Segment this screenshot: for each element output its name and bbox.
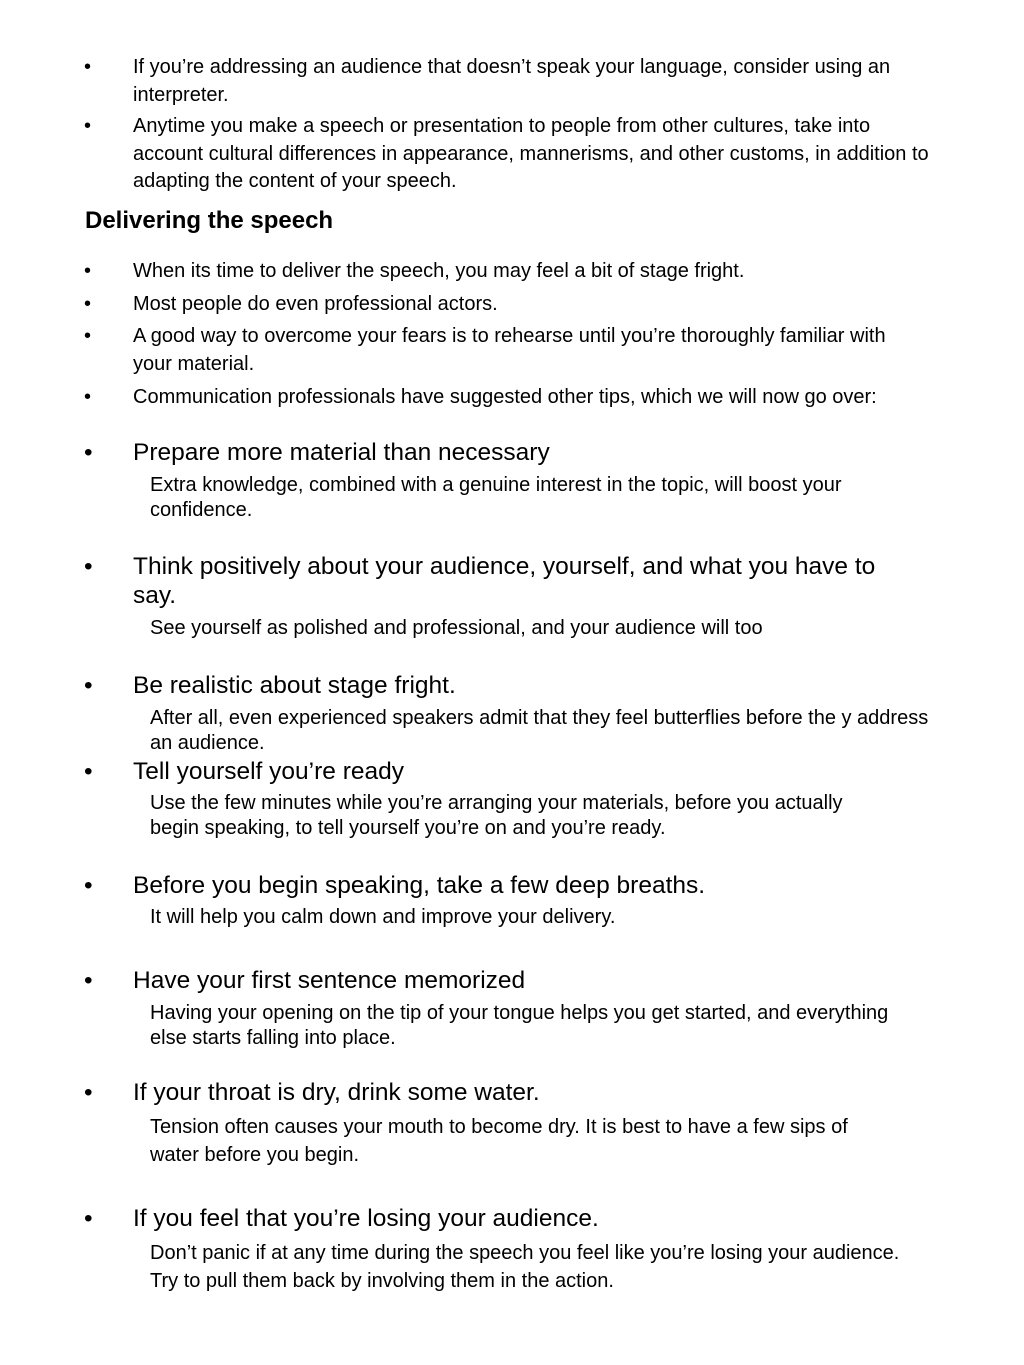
bullet-marker: • — [84, 293, 92, 315]
tip-detail: Use the few minutes while you’re arranging your materials, before you actually begin speaking, to tell yourself you’re on and you’re ready. — [150, 792, 843, 839]
tip-title: Be realistic about stage fright. — [133, 672, 456, 699]
intro-item-cultures: Anytime you make a speech or presentation to people from other cultures, take into account cultural differences in appearance, mannerisms, and other customs, in addition to adapting the content of your speech. — [133, 115, 929, 192]
bullet-marker: • — [84, 325, 92, 347]
tip-detail: Don’t panic if at any time during the speech you feel like you’re losing your audience. Try to pull them back by involving them in the action. — [150, 1242, 900, 1292]
tip-title: Tell yourself you’re ready — [133, 758, 404, 785]
intro-item-interpreter: If you’re addressing an audience that doesn’t speak your language, consider using an interpreter. — [133, 56, 891, 106]
delivery-item-tips-intro: Communication professionals have suggested other tips, which we will now go over: — [133, 386, 877, 408]
tip-title: If you feel that you’re losing your audience. — [133, 1205, 599, 1232]
tip-title: Think positively about your audience, yourself, and what you have to say. — [133, 553, 876, 609]
tip-detail: See yourself as polished and professional, and your audience will too — [150, 617, 763, 639]
tip-detail: After all, even experienced speakers admit that they feel butterflies before the y address an audience. — [150, 707, 929, 754]
tip-title: Prepare more material than necessary — [133, 439, 550, 466]
bullet-marker: • — [84, 56, 92, 78]
tip-detail: It will help you calm down and improve your delivery. — [150, 906, 616, 928]
bullet-marker: • — [84, 386, 92, 408]
delivery-item-rehearse: A good way to overcome your fears is to rehearse until you’re thoroughly familiar with your material. — [133, 325, 886, 375]
bullet-marker: • — [84, 672, 93, 699]
tip-detail: Having your opening on the tip of your tongue helps you get started, and everything else starts falling into place. — [150, 1002, 889, 1049]
bullet-marker: • — [84, 1079, 93, 1106]
tip-title: Have your first sentence memorized — [133, 967, 526, 994]
bullet-marker: • — [84, 967, 93, 994]
section-heading: Delivering the speech — [85, 207, 334, 234]
tip-detail: Extra knowledge, combined with a genuine interest in the topic, will boost your confidence. — [150, 474, 842, 521]
tip-detail: Tension often causes your mouth to become dry. It is best to have a few sips of water before you begin. — [150, 1116, 848, 1166]
bullet-marker: • — [84, 115, 92, 137]
delivery-item-actors: Most people do even professional actors. — [133, 293, 498, 315]
tip-title: Before you begin speaking, take a few deep breaths. — [133, 872, 706, 899]
bullet-marker: • — [84, 553, 93, 580]
tip-title: If your throat is dry, drink some water. — [133, 1079, 540, 1106]
bullet-marker: • — [84, 758, 93, 785]
delivery-item-stage-fright: When its time to deliver the speech, you may feel a bit of stage fright. — [133, 260, 745, 282]
bullet-marker: • — [84, 872, 93, 899]
bullet-marker: • — [84, 1205, 93, 1232]
bullet-marker: • — [84, 260, 92, 282]
bullet-marker: • — [84, 439, 93, 466]
